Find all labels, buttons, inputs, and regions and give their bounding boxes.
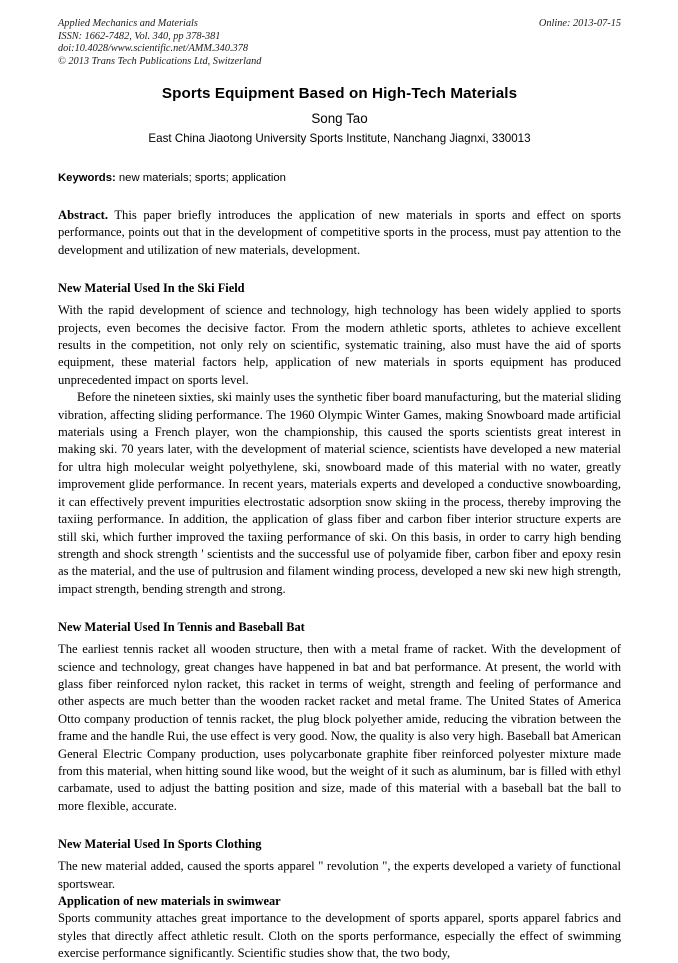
author-name: Song Tao: [311, 111, 368, 126]
keywords-label: Keywords:: [58, 172, 116, 184]
abstract-label: Abstract.: [58, 208, 109, 222]
subsection-heading-swimwear: Application of new materials in swimwear: [58, 894, 281, 908]
section-heading-tennis-baseball: New Material Used In Tennis and Baseball Bat: [58, 620, 305, 635]
page-title: Sports Equipment Based on High-Tech Materials: [161, 85, 518, 102]
journal-doi: doi:10.4028/www.scientific.net/AMM.340.378: [58, 43, 248, 55]
section-ski-paragraph-1: With the rapid development of science and technology, high technology has been widely applied to sports projects, even becomes the decisive factor. From the modern athletic sports, athletes to achieve excellent results in the competition, not only rely on scientific, systematic training, also must have the aid of sports equipment, these material factors help, application of new materials in sports equipment has produced unprecedented impact on sports level.: [58, 303, 621, 387]
journal-copyright: © 2013 Trans Tech Publications Ltd, Switzerland: [58, 55, 262, 67]
section-clothing-paragraph-2: Sports community attaches great importance to the development of sports apparel, sports apparel fabrics and styles that directly affect athletic result. Cloth on the sports performance, especially the effect of swimming exercise performance significantly. Scientific studies show that, the two body,: [58, 911, 621, 961]
journal-header: [58, 18, 621, 72]
section-heading-sports-clothing: New Material Used In Sports Clothing: [58, 837, 262, 852]
title-block: [58, 84, 621, 146]
journal-issn-volume: ISSN: 1662-7482, Vol. 340, pp 378-381: [58, 30, 221, 42]
section-tennis-paragraph-1: The earliest tennis racket all wooden structure, then with a metal frame of racket. With the development of science and technology, great changes have happened in bat and bat performance. At present, the world with glass fiber reinforced nylon racket, this racket in terms of weight, strength and feeling of performance and other aspects are much better than the wooden racket racket and metal frame. The United States of America Otto company production of tennis racket, the plug block polyether amide, reducing the vibration between the frame and the handle Rui, the use effect is very good. Now, the quality is also very high. Baseball bat American General Electric Company production, uses polycarbonate graphite fiber reinforced polyester mixture made from this material, when hitting sound like wood, but the weight of it such as aluminum, bar is filled with ethyl carbamate, used to adjust the batting position and size, made of this material with a baseball bat the ball to more flexible, accurate.: [58, 642, 621, 813]
section-ski-paragraph-2: Before the nineteen sixties, ski mainly uses the synthetic fiber board manufacturing, but the material sliding vibration, affecting sliding performance. The 1960 Olympic Winter Games, making Snowboard made artificial materials using a French player, won the championship, this caused the sports scientists great interest in making ski. 70 years later, with the development of material science, scientists have developed a new material for ultra high molecular weight polyethylene, ski, snowboard made of this material with no water, greatly improvement glide performance. In recent years, materials experts and developed a conductive snowboarding, it can effectively prevent impurities electrostatic adsorption snow skiing in the process, thereby improving the taxiing performance. In addition, the application of glass fiber and carbon fiber interior structure experts are still ski, which further improved the taxiing performance of ski. On this basis, in order to carry high bending strength and shock strength ' scientists and the successful use of polyamide fiber, carbon fiber and epoxy resin as the material, and the use of pultrusion and filament winding process, developed a new ski new high strength, impact strength, bending strength and strong.: [58, 390, 621, 596]
section-heading-ski: New Material Used In the Ski Field: [58, 281, 245, 296]
section-clothing-paragraph-1: The new material added, caused the sports apparel " revolution ", the experts developed a variety of functional sportswear.: [58, 859, 621, 891]
online-publication-date: Online: 2013-07-15: [538, 18, 621, 29]
abstract-text: This paper briefly introduces the application of new materials in sports and effect on sports performance, points out that in the development of competitive sports in the process, must pay attention to the development and utilization of new materials, development.: [58, 208, 621, 257]
author-affiliation: East China Jiaotong University Sports Institute, Nanchang Jiagnxi, 330013: [148, 132, 531, 145]
keywords-value: new materials; sports; application: [115, 172, 286, 184]
journal-name: Applied Mechanics and Materials: [58, 18, 198, 29]
abstract-block: [58, 207, 621, 259]
journal-metadata: [58, 18, 488, 68]
keywords-line: [58, 171, 621, 186]
